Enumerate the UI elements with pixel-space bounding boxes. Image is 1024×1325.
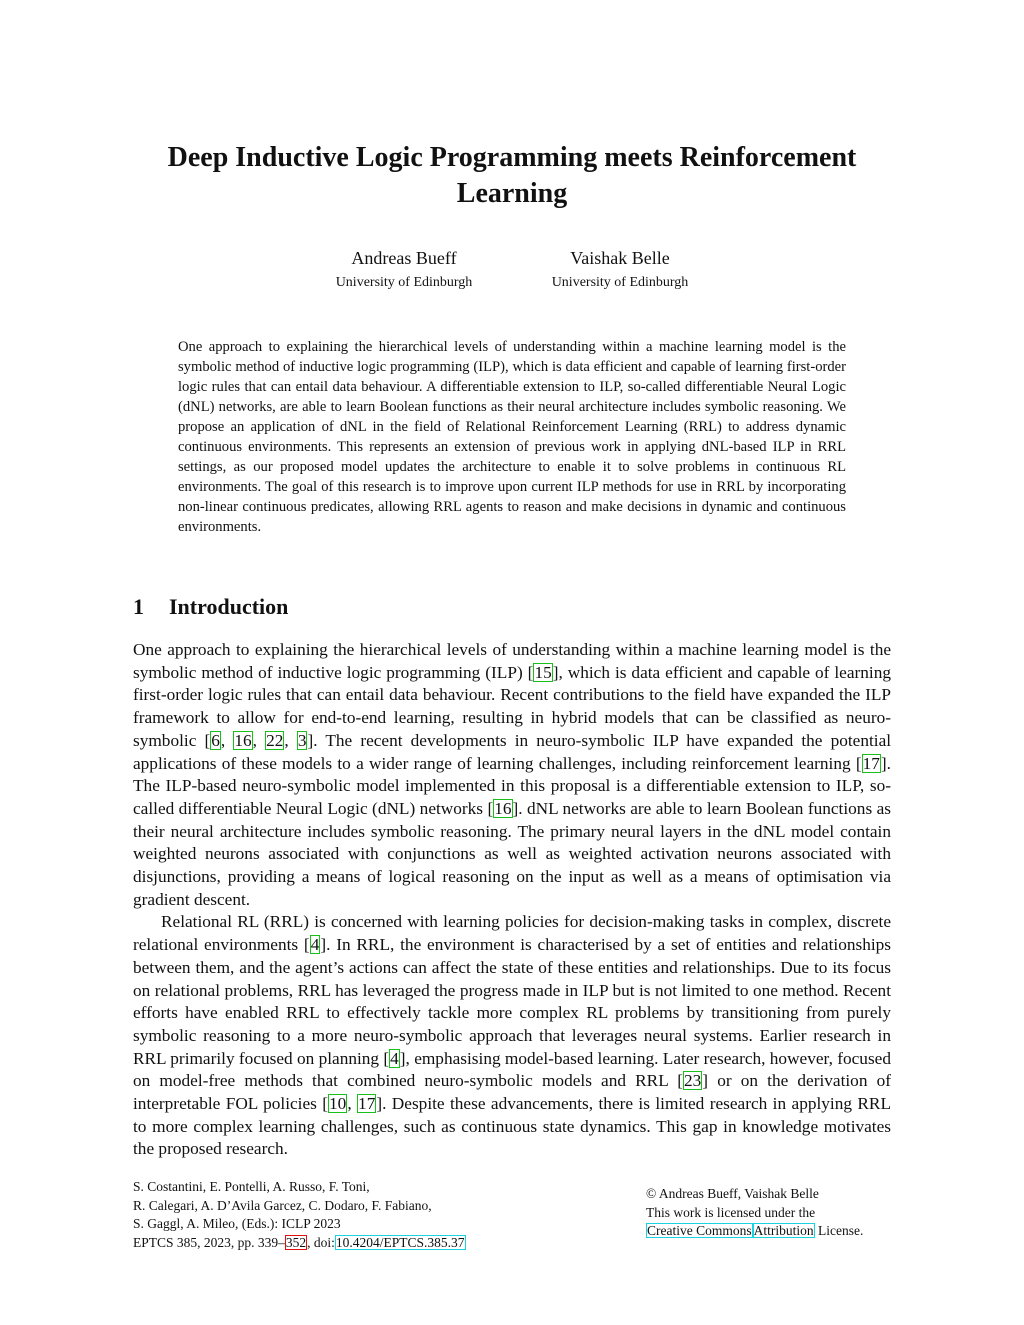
text-run: , [220,730,234,750]
footer-line: S. Gaggl, A. Mileo, (Eds.): ICLP 2023 [133,1216,341,1232]
text-run: ]. In RRL, the environment is characterised by a set of entities and relationships between them, and the agent’s actions can affect the state of these entities and relationships. Due to its focus on relational problems, RRL has leveraged the progress made in ILP but is not limited to one method. Recent efforts have enabled RRL to effectively tackle more complex RL problems by transitioning from purely symbolic reasoning to a more neuro-symbolic approach that leverages neural systems. Earlier research in RRL primarily focused on planning [ [133,935,892,1068]
text-run: , [284,730,297,750]
text-run: , doi: [307,1234,335,1250]
text-run: ], emphasising model-based learning. Later research, however, focused on model-free methods that combined neuro-symbolic models and RRL [ [133,1048,891,1091]
text-run: ]. dNL networks are able to learn Boolean functions as their neural architecture includes symbolic reasoning. The primary neural layers in the dNL model contain weighted neurons associated with conjunctions as well as weighted activation neurons associated with disjunctions, providing a means of logical reasoning on the input as well as a means of optimisation via gradient descent. [133,798,891,909]
text-run: ]. Despite these advancements, there is limited research in applying RRL to more complex learning challenges, such as continuous state dynamics. This gap in knowledge motivates the proposed research. [133,1094,892,1159]
text-run: , [347,1094,358,1114]
body-text [133,639,891,1161]
last-page-link[interactable]: 352 [285,1234,307,1250]
citation-link[interactable]: 17 [862,753,880,773]
doi-link[interactable]: 10.4204/EPTCS.385.37 [335,1234,465,1250]
text-run: ] or on the derivation of interpretable FOL policies [ [133,1071,891,1114]
citation-link[interactable]: 22 [266,730,284,750]
citation-link[interactable]: 17 [358,1094,376,1114]
author-name: Andreas Bueff [351,248,457,268]
license-info [646,1185,863,1241]
author-block [294,246,514,294]
citation-link[interactable]: 23 [684,1071,702,1091]
footer-line: S. Costantini, E. Pontelli, A. Russo, F. Toni, [133,1179,370,1194]
text-run: License. [814,1223,864,1239]
license-links [646,1222,863,1241]
citation-link[interactable]: 4 [310,935,320,955]
author-affiliation: University of Edinburgh [551,275,689,290]
text-run: ]. The ILP-based neuro-symbolic model implemented in this proposal is a differentiable extension to ILP, so-called differentiable Neural Logic (dNL) networks [ [133,753,891,818]
paragraph [133,639,891,911]
section-title: Introduction [169,594,289,619]
text-run: ], which is data efficient and capable of learning first-order logic rules that can entail data behaviour. Recent contributions to the field have expanded the ILP framework to allow for end-to-end learning, resulting in hybrid models that can be classified as neuro-symbolic [ [133,662,891,750]
text-run: EPTCS 385, 2023, pp. 339– [133,1234,285,1250]
citation-link[interactable]: 4 [390,1048,399,1068]
citation-link[interactable]: 10 [329,1094,347,1114]
proceedings-info [133,1178,466,1252]
author-name: Vaishak Belle [570,248,670,268]
attribution-link[interactable]: Attribution [753,1223,814,1239]
text-run: One approach to explaining the hierarchical levels of understanding within a machine learning model is the symbolic method of inductive logic programming (ILP) [ [133,640,891,682]
section-number: 1 [133,594,144,619]
citation-link[interactable]: 16 [234,730,252,750]
citation-link[interactable]: 6 [211,730,220,750]
copyright-line: © Andreas Bueff, Vaishak Belle [646,1186,819,1201]
paper-title: Deep Inductive Logic Programming meets Reinforcement Learning [167,142,857,209]
section-heading [133,592,288,622]
footer-line: R. Calegari, A. D’Avila Garcez, C. Dodaro, F. Fabiano, [133,1197,432,1213]
citation-link[interactable]: 16 [494,798,512,818]
license-line: This work is licensed under the [646,1204,816,1220]
footer-line [133,1234,466,1253]
paragraph [133,911,891,1161]
abstract: One approach to explaining the hierarchical levels of understanding within a machine learning model is the symbolic method of inductive logic programming (ILP), which is data efficient and capable of learning first-order logic rules that can entail data behaviour. A differentiable extension to ILP, so-called differentiable Neural Logic (dNL) networks, are able to learn Boolean functions as their neural architecture includes symbolic reasoning. We propose an application of dNL in the field of Relational Reinforcement Learning (RRL) to address dynamic continuous environments. This represents an extension of previous work in applying dNL-based ILP in RRL settings, as our proposed model updates the architecture to enable it to solve problems in continuous RL environments. The goal of this research is to improve upon current ILP methods for use in RRL by incorporating non-linear continuous predicates, allowing RRL agents to reason and make decisions in dynamic and continuous environments. [178,339,846,535]
citation-link[interactable]: 15 [534,662,552,682]
text-run: ]. The recent developments in neuro-symbolic ILP have expanded the potential applications of these models to a wider range of learning challenges, including reinforcement learning [ [133,730,892,773]
author-affiliation: University of Edinburgh [335,275,473,290]
citation-link[interactable]: 3 [297,730,307,750]
creative-commons-link[interactable]: Creative Commons [647,1223,752,1239]
author-block [510,246,730,294]
text-run: Relational RL (RRL) is concerned with learning policies for decision-making tasks in complex, discrete relational environments [ [133,912,891,955]
text-run: , [252,730,266,750]
